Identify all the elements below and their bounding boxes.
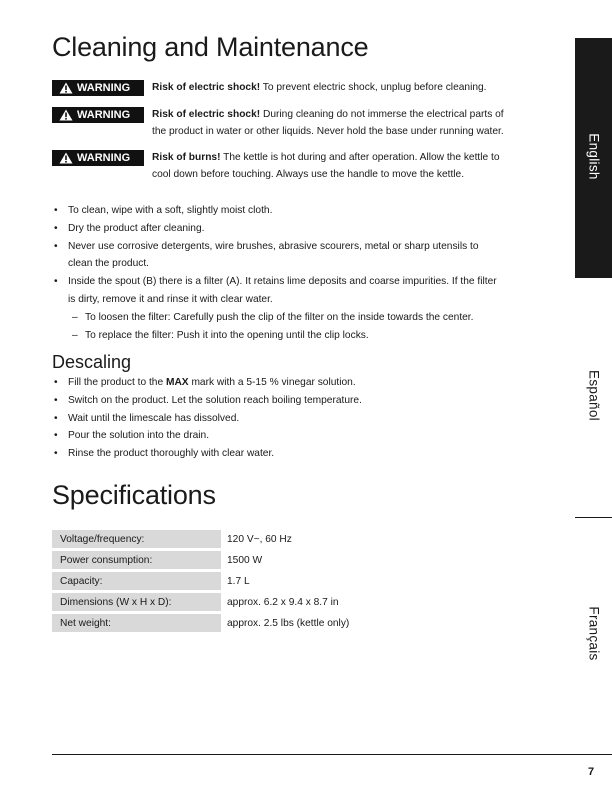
list-item: • Inside the spout (B) there is a filter (A). It retains lime deposits and coarse impurities. If the filter is dirty, remove it and rinse it with clear water. [54,276,497,305]
warning-triangle-icon [59,109,73,121]
section-title-descaling: Descaling [52,352,132,372]
list-item: • Fill the product to the MAX mark with a 5-15 % vinegar solution. [54,377,356,388]
page-title: Cleaning and Maintenance [52,32,369,62]
table-row: Voltage/frequency: 120 V~, 60 Hz [52,530,349,548]
list-item: • Switch on the product. Let the solution reach boiling temperature. [54,394,362,406]
footer-rule [52,754,612,755]
page-number: 7 [588,766,595,778]
filter-steps [52,309,552,345]
list-item: – To replace the filter: Push it into the opening until the clip locks. [72,329,369,341]
list-item: • To clean, wipe with a soft, slightly moist cloth. [54,205,273,216]
table-row: Power consumption: 1500 W [52,551,349,569]
list-item: • Dry the product after cleaning. [54,222,205,234]
spec-table [52,527,349,635]
cleaning-list [52,202,552,309]
warning-triangle-icon [59,152,73,164]
list-item: • Pour the solution into the drain. [54,430,210,442]
section-title-specifications: Specifications [52,480,216,510]
descaling-list [52,374,552,463]
tab-divider [575,277,612,278]
table-row: Dimensions (W x H x D): approx. 6.2 x 9.4 x 8.7 in [52,593,349,611]
language-tab-english-label: English [586,133,602,180]
list-item: • Never use corrosive detergents, wire brushes, abrasive scourers, metal or sharp utensils to clean the product. [54,240,479,270]
table-row: Net weight: approx. 2.5 lbs (kettle only) [52,614,349,632]
list-item: – To loosen the filter: Carefully push the clip of the filter on the inside towards the center. [72,312,474,323]
tab-divider [575,517,612,518]
language-tab-francais[interactable]: Français [586,606,602,661]
list-item: • Wait until the limescale has dissolved. [54,412,240,424]
list-item: • Rinse the product thoroughly with clear water. [54,448,275,460]
warning-triangle-icon [59,82,73,94]
warning-badge: WARNING [52,107,144,123]
warning-badge: WARNING [52,80,144,96]
warning-badge: WARNING [52,150,144,166]
table-row: Capacity: 1.7 L [52,572,349,590]
language-tab-espanol[interactable]: Español [586,370,602,421]
